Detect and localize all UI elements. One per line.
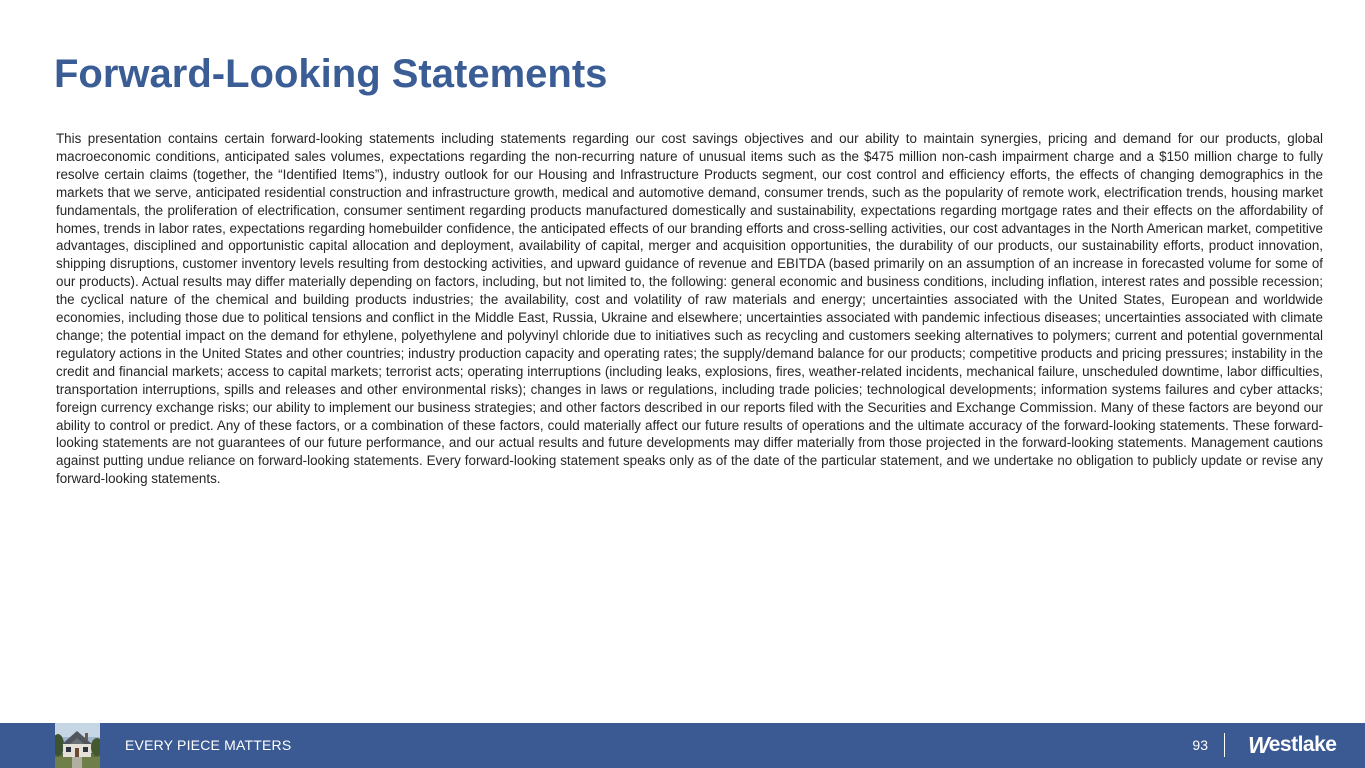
- westlake-logo-initial: W: [1248, 731, 1268, 758]
- footer-divider: [1224, 733, 1225, 757]
- house-photo-thumbnail: [55, 723, 100, 768]
- slide-title: Forward-Looking Statements: [54, 52, 608, 96]
- page-number: 93: [1192, 737, 1208, 753]
- footer-tagline: EVERY PIECE MATTERS: [125, 737, 292, 753]
- westlake-logo: [1248, 732, 1336, 758]
- footer-bar: [0, 723, 1365, 768]
- forward-looking-statements-body: This presentation contains certain forward-looking statements including statements regarding our cost savings objectives and our ability to maintain synergies, pricing and demand for our products, global macroeconomic conditions, anticipated sales volumes, expectations regarding the non-recurring nature of unusual items such as the $475 million non-cash impairment charge and a $150 million charge to fully resolve certain claims (together, the “Identified Items”), industry outlook for our Housing and Infrastructure Products segment, our cost control and efficiency efforts, the effects of changing demographics in the markets that we serve, anticipated residential construction and infrastructure growth, medical and automotive demand, consumer trends, such as the popularity of remote work, electrification trends, housing market fundamentals, the proliferation of electrification, consumer sentiment regarding products manufactured domestically and sustainability, expectations regarding mortgage rates and their effects on the affordability of homes, trends in labor rates, expectations regarding homebuilder confidence, the anticipated effects of our branding efforts and cross-selling activities, our cost advantages in the North American market, competitive advantages, disciplined and opportunistic capital allocation and deployment, availability of capital, merger and acquisition opportunities, the durability of our products, our sustainability efforts, product innovation, shipping disruptions, customer inventory levels resulting from destocking activities, and upward guidance of revenue and EBITDA (based primarily on an assumption of an increase in forecasted volume for some of our products). Actual results may differ materially depending on factors, including, but not limited to, the following: general economic and business conditions, including inflation, interest rates and possible recession; the cyclical nature of the chemical and building products industries; the availability, cost and volatility of raw materials and energy; uncertainties associated with the United States, European and worldwide economies, including those due to political tensions and conflict in the Middle East, Russia, Ukraine and elsewhere; uncertainties associated with pandemic infectious diseases; uncertainties associated with climate change; the potential impact on the demand for ethylene, polyethylene and polyvinyl chloride due to initiatives such as recycling and customers seeking alternatives to polymers; current and potential governmental regulatory actions in the United States and other countries; industry production capacity and operating rates; the supply/demand balance for our products; competitive products and pricing pressures; instability in the credit and financial markets; access to capital markets; terrorist acts; operating interruptions (including leaks, explosions, fires, weather-related incidents, mechanical failure, unscheduled downtime, labor difficulties, transportation interruptions, spills and releases and other environmental risks); changes in laws or regulations, including trade policies; technological developments; information systems failures and cyber attacks; foreign currency exchange risks; our ability to implement our business strategies; and other factors described in our reports filed with the Securities and Exchange Commission. Many of these factors are beyond our ability to control or predict. Any of these factors, or a combination of these factors, could materially affect our future results of operations and the ultimate accuracy of the forward-looking statements. These forward-looking statements are not guarantees of our future performance, and our actual results and future developments may differ materially from those projected in the forward-looking statements. Management cautions against putting undue reliance on forward-looking statements. Every forward-looking statement speaks only as of the date of the particular statement, and we undertake no obligation to publicly update or revise any forward-looking statements.: [56, 131, 1323, 487]
- westlake-logo-wordmark: estlake: [1268, 733, 1337, 756]
